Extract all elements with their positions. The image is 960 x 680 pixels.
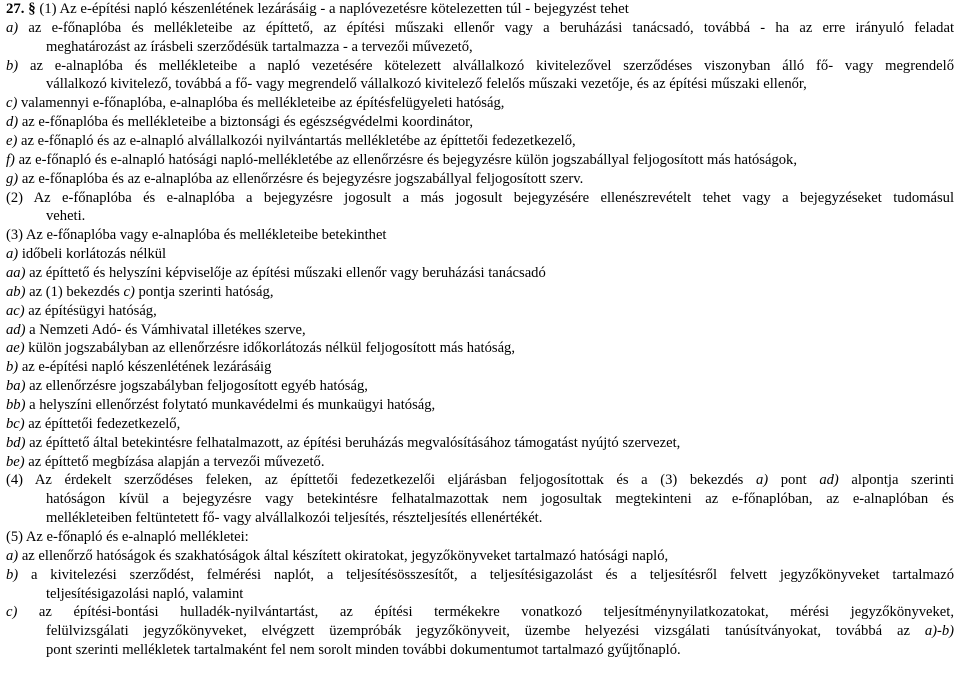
line-text: az e-főnapló és e-alnapló hatósági napló-mellékletébe az ellenőrzésre és bejegyzésre külön jogszabállyal feljogosított más hatóságok, — [14, 152, 798, 168]
point-label: ae) — [6, 340, 25, 356]
line-text: az építtetői fedezetkezelő, — [24, 416, 181, 432]
paragraph-line — [46, 509, 542, 527]
point-label: a) — [6, 20, 19, 36]
point-label: bb) — [6, 397, 26, 413]
paragraph-line — [6, 453, 324, 471]
paragraph-line — [6, 57, 954, 75]
point-label: f) — [6, 152, 15, 168]
line-text: pontja szerinti hatóság, — [134, 284, 274, 300]
paragraph-line — [6, 132, 576, 150]
paragraph-line — [46, 622, 954, 640]
line-text: az (1) bekezdés — [25, 284, 124, 300]
point-label: a) — [755, 472, 769, 488]
section-number: 27. — [6, 1, 25, 17]
line-text: (2) Az e-főnaplóba és e-alnaplóba a bejegyzésre jogosult a más jogosult bejegyzésére ellenészrevételt tehet vagy a bejegyzéseket tudomásul — [6, 190, 954, 206]
point-label: ad) — [6, 322, 26, 338]
line-text: valamennyi e-főnaplóba, e-alnaplóba és mellékleteibe az építésfelügyeleti hatóság, — [17, 95, 505, 111]
paragraph-line — [46, 207, 85, 225]
line-text: a Nemzeti Adó- és Vámhivatal illetékes szerve, — [25, 322, 306, 338]
paragraph-line — [6, 528, 249, 546]
paragraph-line — [6, 321, 306, 339]
paragraph-line — [6, 471, 954, 489]
paragraph-line — [6, 19, 954, 37]
line-text: az építésügyi hatóság, — [24, 303, 157, 319]
line-text: (3) Az e-főnaplóba vagy e-alnaplóba és mellékleteibe betekinthet — [6, 227, 387, 243]
line-text: vállalkozó kivitelező, továbbá a fő- vagy megrendelő vállalkozó kivitelező felelős műszaki vezetője, és az építési műszaki ellenőr, — [46, 76, 807, 92]
paragraph-line — [46, 585, 243, 603]
paragraph-line — [6, 94, 504, 112]
paragraph-line — [46, 75, 807, 93]
line-text: pont — [768, 472, 820, 488]
paragraph-line — [6, 113, 473, 131]
point-label: bc) — [6, 416, 25, 432]
section-title: (1) Az e-építési napló készenlétének lezárásáig - a naplóvezetésre kötelezetten túl - bejegyzést tehet — [39, 1, 629, 17]
line-text: az ellenőrzésre jogszabályban feljogosított egyéb hatóság, — [25, 378, 368, 394]
line-text: pont szerinti mellékletek tartalmaként fel nem sorolt minden további dokumentumot tartalmazó gyűjtőnapló. — [46, 642, 681, 658]
line-text: a helyszíni ellenőrzést folytató munkavédelmi és munkaügyi hatóság, — [25, 397, 436, 413]
point-label: aa) — [6, 265, 26, 281]
line-text: az építési-bontási hulladék-nyilvántartást, az építési termékekre vonatkozó teljesítménynyilatkozatokat, mérési jegyzőkönyveket, — [17, 604, 954, 620]
line-text: mellékleteiben feltüntetett fő- vagy alvállalkozói teljesítés, részteljesítés ellenértékét. — [46, 510, 543, 526]
point-label: ac) — [6, 303, 25, 319]
point-label: d) — [6, 114, 19, 130]
point-label: g) — [6, 171, 19, 187]
line-text: (5) Az e-főnapló és e-alnapló mellékletei: — [6, 529, 249, 545]
line-text: teljesítésigazolási napló, valamint — [46, 586, 244, 602]
paragraph-line — [6, 377, 368, 395]
line-text: a kivitelezési szerződést, felmérési naplót, a teljesítésösszesítőt, a teljesítésigazolást és a teljesítésről felvett jegyzőkönyveket tartalmazó — [18, 567, 954, 583]
point-label: ba) — [6, 378, 26, 394]
paragraph-line — [6, 283, 273, 301]
paragraph-line — [6, 358, 271, 376]
line-text: az ellenőrző hatóságok és szakhatóságok által készített okiratokat, jegyzőkönyveket tartalmazó hatósági napló, — [18, 548, 669, 564]
line-text: az e-építési napló készenlétének lezárásáig — [18, 359, 272, 375]
line-text: az e-alnaplóba és mellékleteibe a napló vezetésére kötelezett alvállalkozó kivitelezővel szerződéses viszonyban álló fő- vagy megrendelő — [18, 58, 954, 74]
paragraph-line — [6, 170, 583, 188]
paragraph-line — [6, 415, 180, 433]
paragraph-line — [6, 264, 546, 282]
point-label: c) — [6, 95, 18, 111]
paragraph-line — [46, 38, 473, 56]
paragraph-line — [46, 641, 681, 659]
paragraph-line — [46, 490, 954, 508]
point-label: bd) — [6, 435, 26, 451]
point-label: ad) — [819, 472, 839, 488]
point-label: a) — [6, 548, 19, 564]
line-text: az építtető megbízása alapján a tervezői művezető. — [24, 454, 325, 470]
point-label: ab) — [6, 284, 26, 300]
paragraph-line — [6, 396, 435, 414]
paragraph-line — [6, 547, 668, 565]
point-label: e) — [6, 133, 18, 149]
line-text: az e-főnaplóba és mellékleteibe az építtető, az építési műszaki ellenőr vagy a beruházási tanácsadó, továbbá - ha az erre irányuló feladat — [18, 20, 954, 36]
paragraph-line — [6, 245, 166, 263]
paragraph-line — [6, 189, 954, 207]
line-text: hatóságon kívül a bejegyzésre vagy betekintésre felhatalmazottak nem jogosultak megtekinteni az e-főnaplóban, az e-alnaplóban és — [46, 491, 954, 507]
section-symbol: § — [28, 1, 36, 17]
point-label: c) — [123, 284, 135, 300]
point-label: a)-b) — [924, 623, 954, 639]
point-label: be) — [6, 454, 25, 470]
paragraph-line — [6, 603, 954, 621]
line-text: az e-főnapló és az e-alnapló alvállalkozói nyilvántartás mellékletébe az építtetői fedezetkezelő, — [17, 133, 576, 149]
line-text: felülvizsgálati jegyzőkönyveket, elvégzett üzempróbák jegyzőkönyveit, üzembe helyezési vizsgálati tanúsítványokat, továbbá az — [46, 623, 925, 639]
line-text: meghatározást az írásbeli szerződésük tartalmazza - a tervezői művezető, — [46, 39, 473, 55]
line-text: időbeli korlátozás nélkül — [18, 246, 167, 262]
paragraph-line — [6, 302, 157, 320]
point-label: c) — [6, 604, 18, 620]
line-text: az építtető által betekintésre felhatalmazott, az építési beruházás megvalósításához támogatást nyújtó szervezet, — [25, 435, 681, 451]
paragraph-line — [6, 339, 515, 357]
paragraph-line — [6, 151, 797, 169]
point-label: a) — [6, 246, 19, 262]
point-label: b) — [6, 58, 19, 74]
section-heading — [6, 0, 629, 18]
line-text: az e-főnaplóba és az e-alnaplóba az ellenőrzésre és bejegyzésre jogszabállyal feljogosított szerv. — [18, 171, 584, 187]
point-label: b) — [6, 567, 19, 583]
paragraph-line — [6, 434, 680, 452]
line-text: alpontja szerinti — [838, 472, 954, 488]
line-text: az e-főnaplóba és mellékleteibe a biztonsági és egészségvédelmi koordinátor, — [18, 114, 474, 130]
line-text: veheti. — [46, 208, 86, 224]
line-text: (4) Az érdekelt szerződéses feleken, az építtetői fedezetkezelői eljárásban feljogosítottak és a (3) bekezdés — [6, 472, 756, 488]
paragraph-line — [6, 226, 387, 244]
paragraph-line — [6, 566, 954, 584]
point-label: b) — [6, 359, 19, 375]
line-text: külön jogszabályban az ellenőrzésre időkorlátozás nélkül feljogosított más hatóság, — [24, 340, 516, 356]
line-text: az építtető és helyszíni képviselője az építési műszaki ellenőr vagy beruházási tanácsadó — [25, 265, 546, 281]
